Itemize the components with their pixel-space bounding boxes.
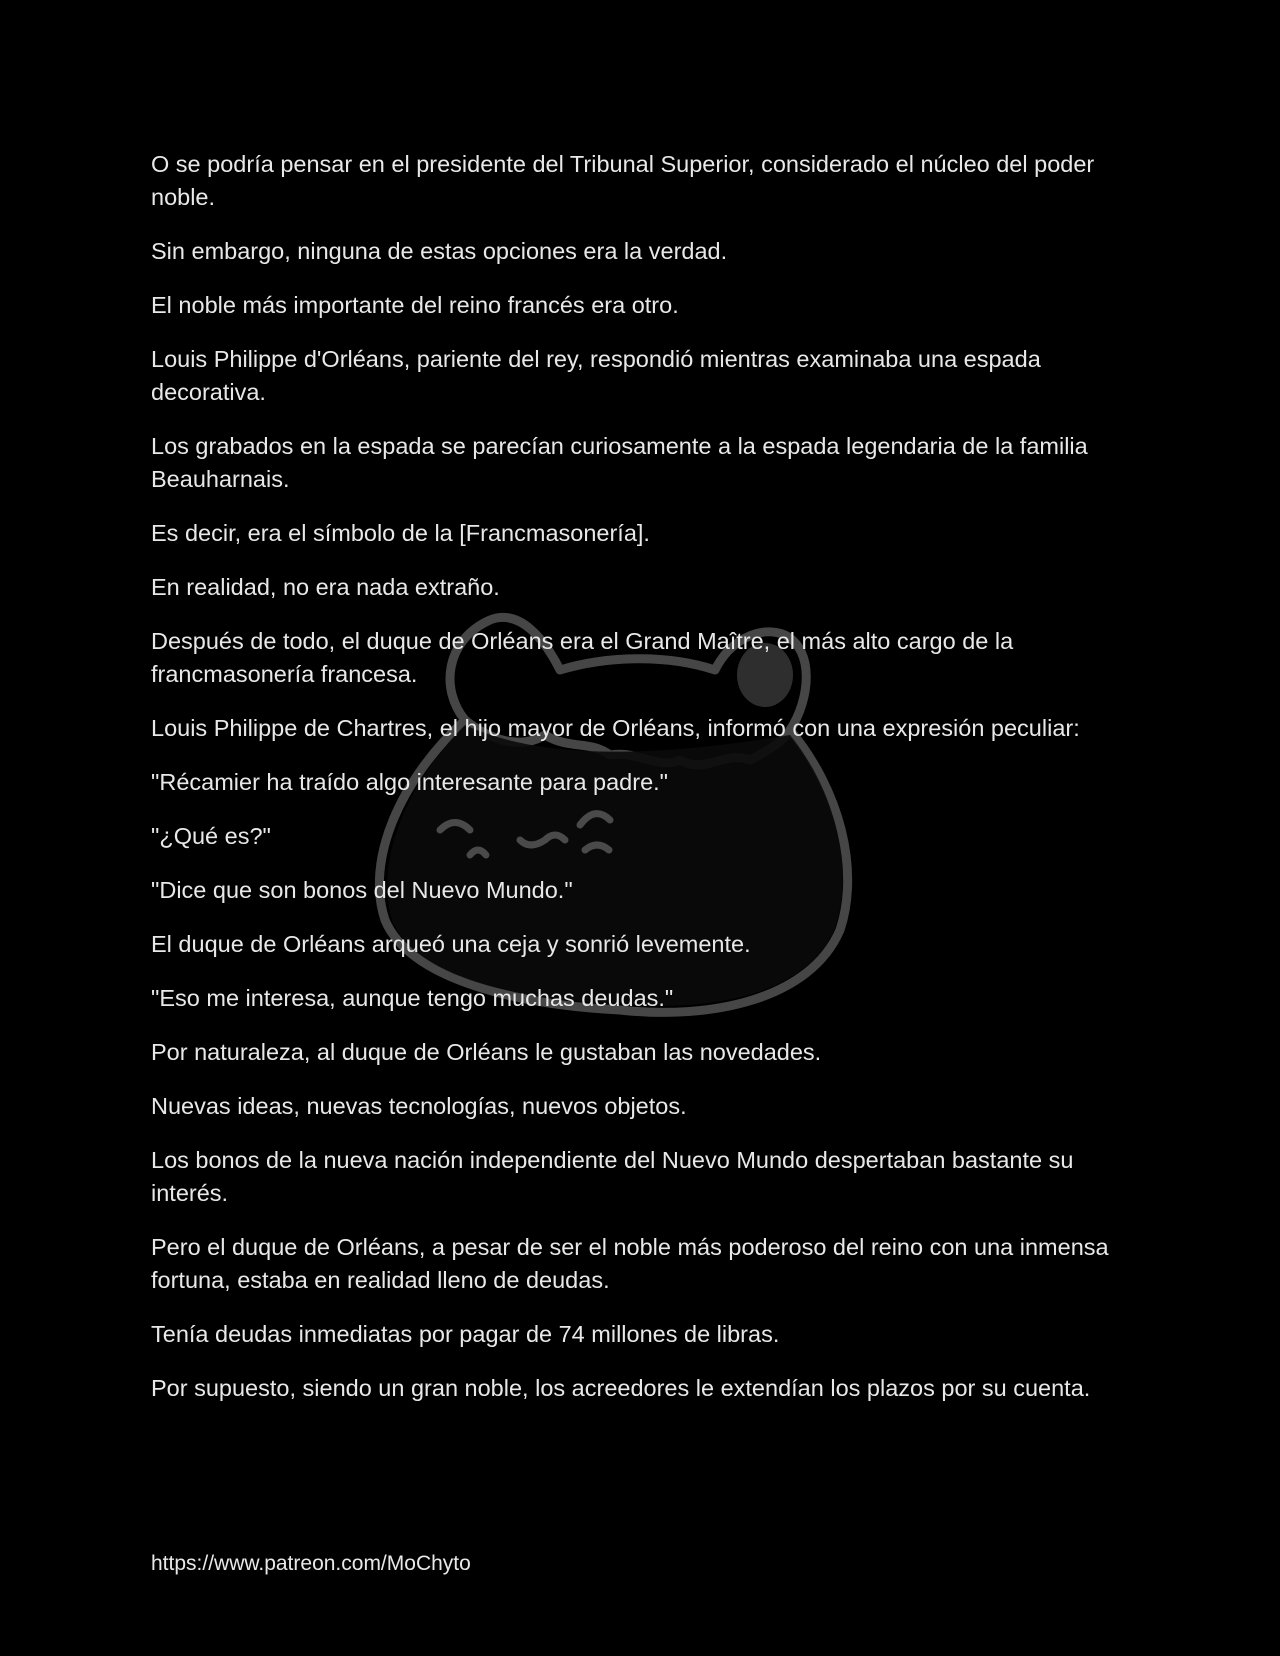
paragraph: Pero el duque de Orléans, a pesar de ser el noble más poderoso del reino con una inmensa fortuna, estaba en realidad lleno de deudas. [151,1234,1109,1293]
paragraph: Tenía deudas inmediatas por pagar de 74 millones de libras. [151,1321,780,1347]
paragraph: Los grabados en la espada se parecían curiosamente a la espada legendaria de la familia Beauharnais. [151,433,1088,492]
paragraph: "Dice que son bonos del Nuevo Mundo." [151,877,573,903]
chapter-text [151,148,1111,1426]
paragraph: Es decir, era el símbolo de la [Francmasonería]. [151,520,650,546]
paragraph: Louis Philippe de Chartres, el hijo mayor de Orléans, informó con una expresión peculiar: [151,715,1080,741]
paragraph: En realidad, no era nada extraño. [151,574,500,600]
paragraph: Nuevas ideas, nuevas tecnologías, nuevos objetos. [151,1093,687,1119]
paragraph: Por naturaleza, al duque de Orléans le gustaban las novedades. [151,1039,822,1065]
paragraph: "Récamier ha traído algo interesante para padre." [151,769,669,795]
paragraph: El duque de Orléans arqueó una ceja y sonrió levemente. [151,931,751,957]
paragraph: El noble más importante del reino francés era otro. [151,292,679,318]
paragraph: Los bonos de la nueva nación independiente del Nuevo Mundo despertaban bastante su interés. [151,1147,1074,1206]
paragraph: O se podría pensar en el presidente del Tribunal Superior, considerado el núcleo del poder noble. [151,151,1095,210]
paragraph: Louis Philippe d'Orléans, pariente del rey, respondió mientras examinaba una espada decorativa. [151,346,1041,405]
paragraph: Por supuesto, siendo un gran noble, los acreedores le extendían los plazos por su cuenta. [151,1375,1091,1401]
paragraph: Después de todo, el duque de Orléans era el Grand Maître, el más alto cargo de la francmasonería francesa. [151,628,1014,687]
patreon-link[interactable]: https://www.patreon.com/MoChyto [151,1552,471,1575]
paragraph: "¿Qué es?" [151,823,271,849]
paragraph: Sin embargo, ninguna de estas opciones era la verdad. [151,238,728,264]
paragraph: "Eso me interesa, aunque tengo muchas deudas." [151,985,674,1011]
